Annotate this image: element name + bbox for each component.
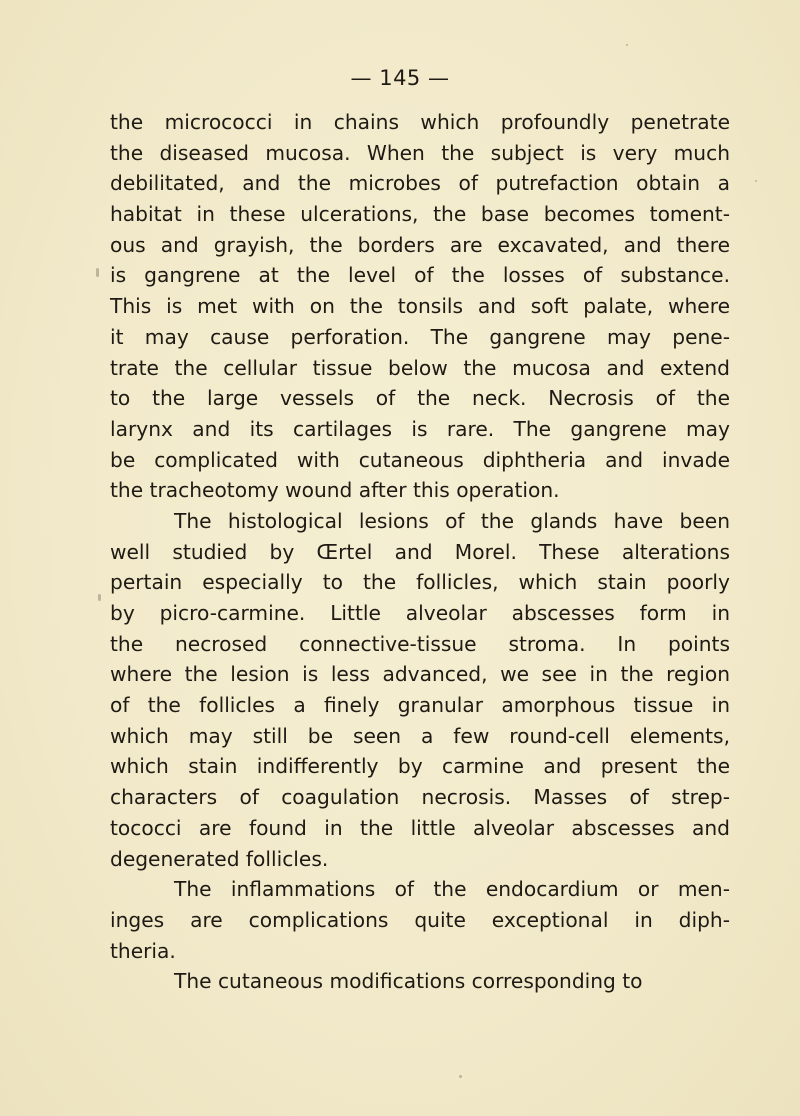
page-number: — 145 — <box>350 66 450 90</box>
text-line: where the lesion is less advanced, we see in the region <box>110 662 730 687</box>
paper-speck <box>98 594 101 601</box>
text-line: trate the cellular tissue below the mucosa and extend <box>110 355 730 380</box>
text-line: pertain especially to the follicles, which stain poorly <box>110 570 730 595</box>
text-line: the micrococci in chains which profoundly penetrate <box>110 110 730 134</box>
text-line: the tracheotomy wound after this operation. <box>110 478 560 503</box>
text-line: debilitated, and the microbes of putrefaction obtain a <box>110 171 730 196</box>
paragraph-start-line: The inflammations of the endocardium or men- <box>174 877 730 902</box>
body-text <box>110 107 730 997</box>
paper-speck <box>755 180 757 182</box>
paper-speck <box>96 268 99 277</box>
text-line: which may still be seen a few round-cell elements, <box>110 723 730 748</box>
text-line: inges are complications quite exceptional in diph- <box>110 907 730 932</box>
text-line: be complicated with cutaneous diphtheria and invade <box>110 447 730 472</box>
text-line: of the follicles a finely granular amorphous tissue in <box>110 693 730 718</box>
text-line: theria. <box>110 938 176 963</box>
text-line: to the large vessels of the neck. Necrosis of the <box>110 386 730 411</box>
paper-speck <box>459 1075 462 1078</box>
text-line: the diseased mucosa. When the subject is very much <box>110 140 730 165</box>
text-line: degenerated follicles. <box>110 846 329 871</box>
paper-speck <box>626 44 628 46</box>
text-line: This is met with on the tonsils and soft palate, where <box>110 294 730 319</box>
text-line: tococci are found in the little alveolar abscesses and <box>110 815 730 840</box>
text-line: larynx and its cartilages is rare. The gangrene may <box>110 416 730 441</box>
text-line: characters of coagulation necrosis. Masses of strep- <box>110 785 730 810</box>
paragraph-start-line: The cutaneous modifications corresponding to <box>174 969 643 994</box>
text-line: well studied by Œrtel and Morel. These alterations <box>110 539 730 564</box>
text-line: is gangrene at the level of the losses of substance. <box>110 263 730 288</box>
text-line: ous and grayish, the borders are excavated, and there <box>110 232 730 257</box>
text-line: the necrosed connective-tissue stroma. In points <box>110 631 730 656</box>
text-line: which stain indifferently by carmine and present the <box>110 754 730 779</box>
text-line: it may cause perforation. The gangrene may pene- <box>110 324 730 349</box>
text-line: habitat in these ulcerations, the base becomes toment- <box>110 202 730 227</box>
text-line: by picro-carmine. Little alveolar abscesses form in <box>110 601 730 625</box>
paragraph-start-line: The histological lesions of the glands have been <box>174 508 730 533</box>
